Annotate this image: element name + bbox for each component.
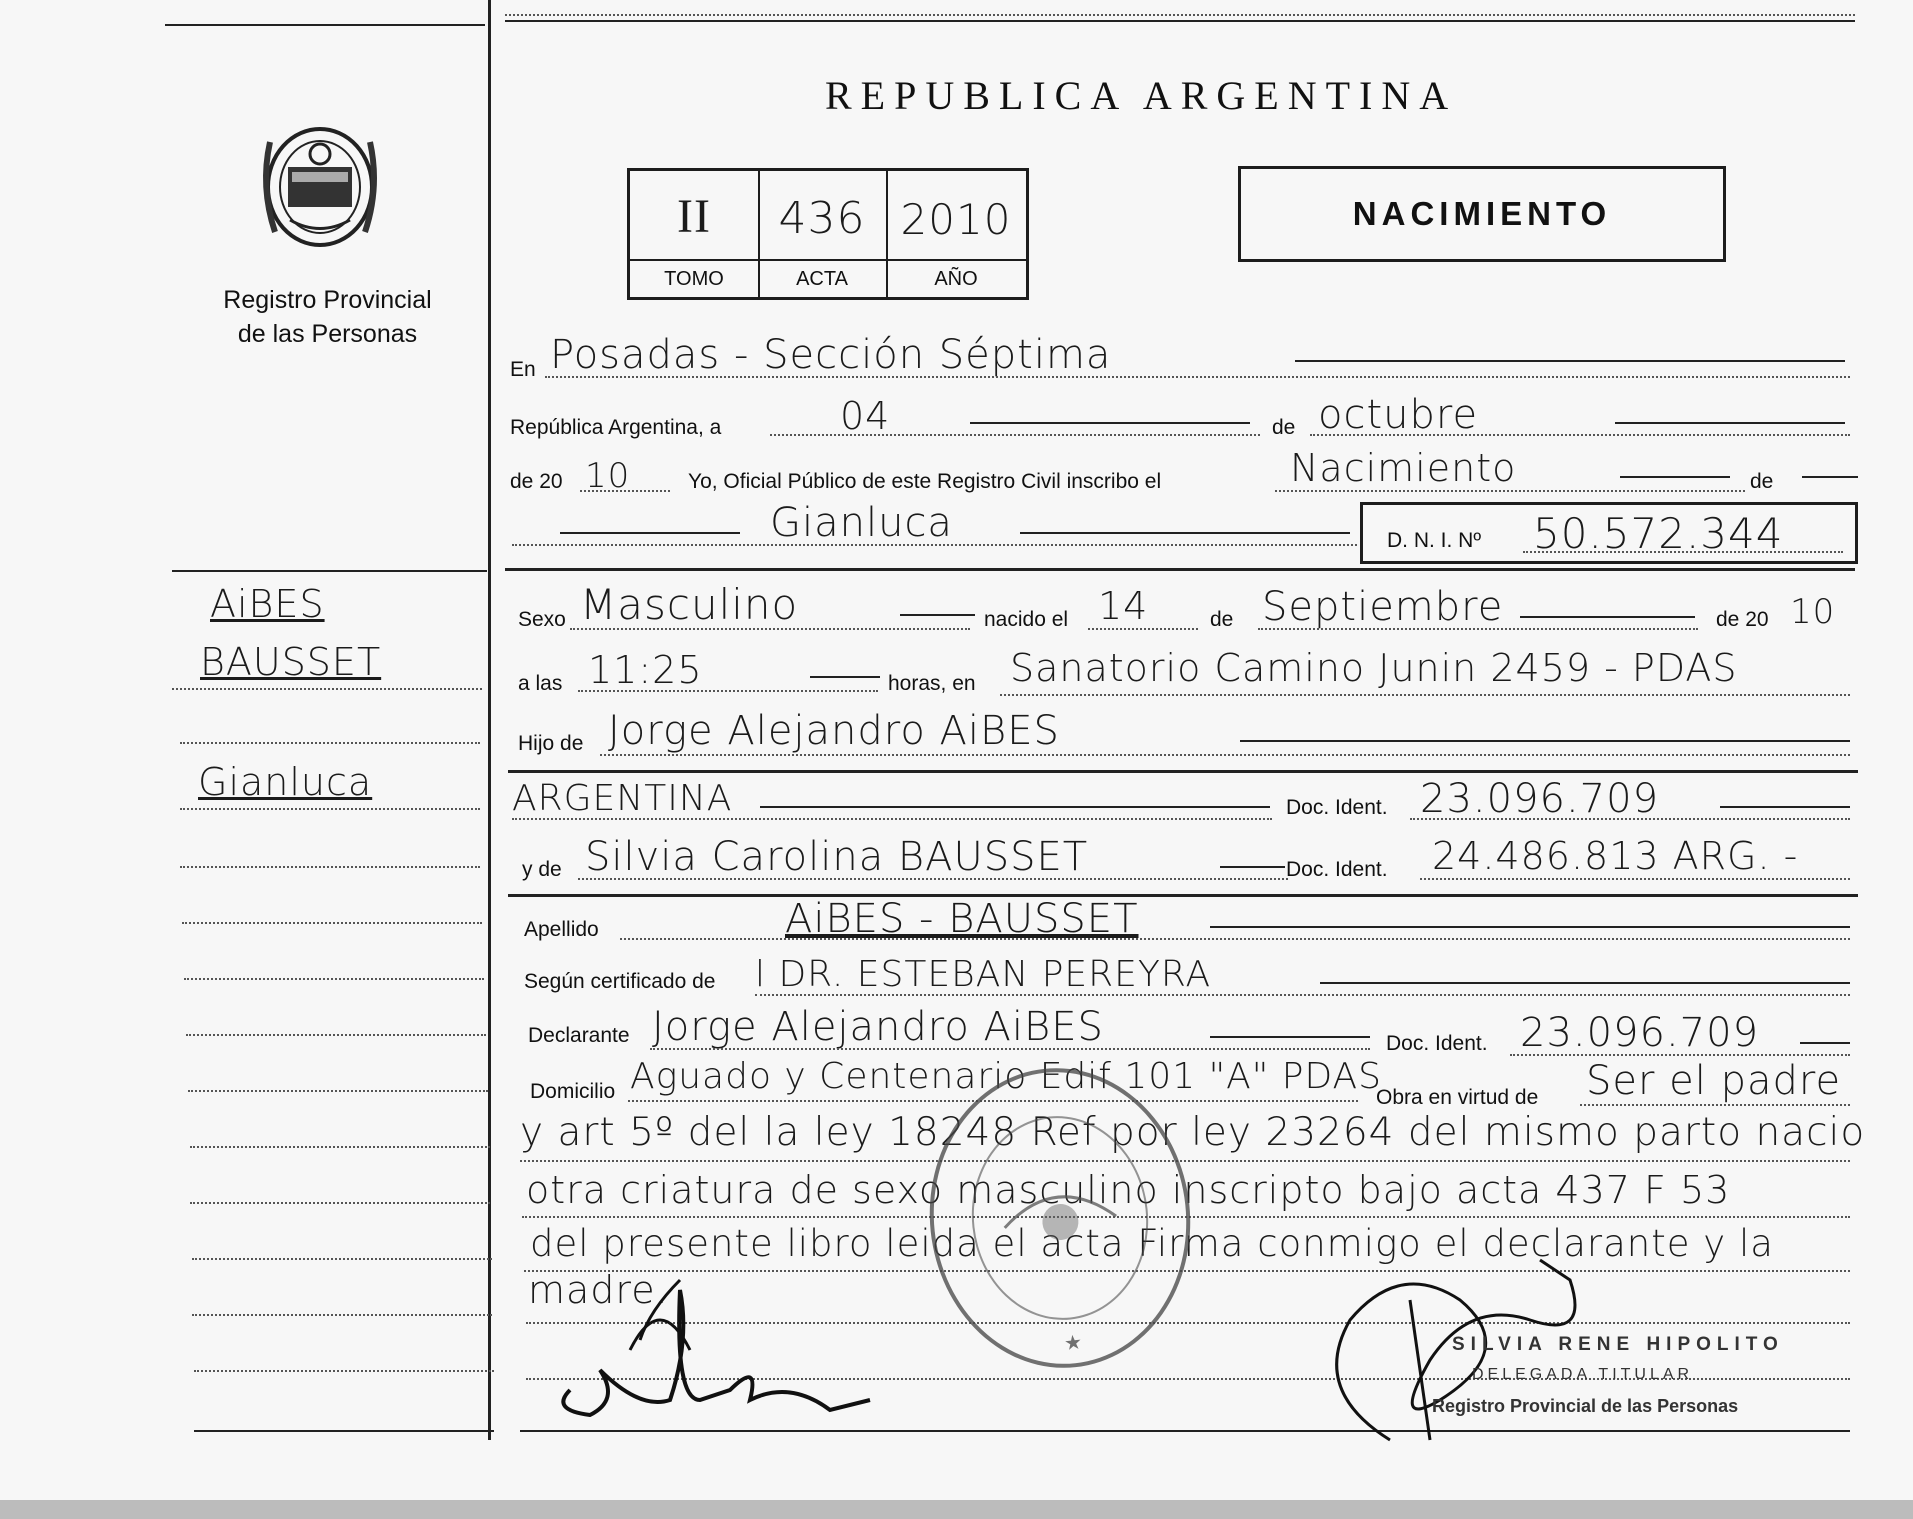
oficial-text: Yo, Oficial Público de este Registro Civil inscribo el [688,470,1162,493]
birth-year-suffix: 10 [1790,592,1836,632]
birth-month-value: Septiembre [1262,584,1504,630]
father-doc-value: 23.096.709 [1420,776,1660,822]
apellido-label: Apellido [524,918,599,941]
anio-label: AÑO [934,268,978,290]
y-de-label: y de [522,858,562,881]
a-las-label: a las [518,672,563,695]
sexo-value: Masculino [580,580,799,629]
nacido-label: nacido el [984,608,1069,631]
margin-given-name: Gianluca [198,760,373,804]
mother-doc-value: 24.486.813 ARG. - [1432,834,1799,878]
dni-value: 50.572.344 [1533,509,1784,558]
month-value: octubre [1318,392,1479,438]
official-round-stamp [915,1055,1205,1381]
province-emblem [250,112,390,262]
father-nationality: ARGENTINA [512,778,733,819]
child-name-value: Gianluca [770,500,953,546]
svg-text:★: ★ [1063,1331,1084,1356]
birth-year-prefix: de 20 [1716,608,1769,631]
note-line-4: madre. [528,1268,669,1312]
obra-value: Ser el padre [1586,1058,1842,1104]
month-de-label: de [1272,416,1296,439]
anio-value: 2010 [900,195,1012,244]
apellido-value: AiBES - BAUSSET [785,896,1139,942]
top-left-rule [165,24,485,26]
official-office: Registro Provincial de las Personas [1432,1396,1739,1416]
top-dotted-rule [505,14,1855,16]
birth-day-value: 14 [1098,584,1149,628]
official-title: DELEGADA TITULAR [1472,1366,1694,1383]
declarante-value: Jorge Alejandro AiBES [652,1004,1104,1050]
day-value: 04 [840,394,891,438]
hour-value: 11:25 [588,648,703,692]
domicilio-value: Aguado y Centenario Edif 101 "A" PDAS [630,1056,1383,1097]
dni-box [1360,502,1858,564]
column-divider [488,0,491,1440]
declarante-label: Declarante [528,1024,630,1047]
note-line-1: y art 5º del la ley 18248 Ref por ley 23264 del mismo parto nacio [520,1110,1866,1155]
domicilio-label: Domicilio [530,1080,616,1103]
note-line-2: otra criatura de sexo masculino inscripto bajo acta 437 F 53 [526,1168,1731,1212]
year-suffix: 10 [585,456,631,496]
official-name: SILVIA RENE HIPOLITO [1452,1334,1784,1355]
dni-label: D. N. I. Nº [1387,529,1482,552]
horas-label: horas, en [888,672,976,695]
record-type: NACIMIENTO [1352,195,1612,232]
acta-value: 436 [778,193,866,244]
mother-doc-label: Doc. Ident. [1286,858,1388,881]
birth-place-value: Sanatorio Camino Junin 2459 - PDAS [1010,646,1738,690]
margin-surname2: BAUSSET [200,640,382,684]
act-type-value: Nacimiento [1290,446,1517,490]
stamp-ring-icon [919,1060,1200,1377]
declarante-doc-label: Doc. Ident. [1386,1032,1488,1055]
obra-label: Obra en virtud de [1376,1086,1539,1109]
tomo-value: II [677,190,711,243]
sexo-label: Sexo [518,608,566,631]
father-doc-label: Doc. Ident. [1286,796,1388,819]
record-type-box [1238,166,1726,262]
registry-name-line2: de las Personas [237,320,418,348]
note-line-3: del presente libro leida el acta Firma conmigo el declarante y la [530,1222,1774,1265]
en-label: En [510,358,536,381]
year-prefix: de 20 [510,470,563,493]
registry-name-line1: Registro Provincial [223,286,432,314]
record-number-box [627,168,1029,300]
certificado-label: Según certificado de [524,970,716,993]
place-value: Posadas - Sección Séptima [550,332,1112,378]
father-name-value: Jorge Alejandro AiBES [608,708,1060,754]
declarante-doc-value: 23.096.709 [1520,1010,1760,1056]
country-title: REPUBLICA ARGENTINA [825,73,1458,118]
hijo-label: Hijo de [518,732,584,755]
republica-label: República Argentina, a [510,416,722,439]
tomo-label: TOMO [664,268,724,290]
certificado-value: l DR. ESTEBAN PEREYRA [755,954,1212,995]
declarant-signature-icon [530,1250,910,1440]
scan-edge [0,1500,1913,1519]
birth-de-label: de [1210,608,1234,631]
act-de-label: de [1750,470,1774,493]
margin-surname1: AiBES [210,582,325,626]
acta-label: ACTA [796,268,848,290]
emblem-icon [250,112,390,262]
top-rule [505,20,1855,22]
mother-name-value: Silvia Carolina BAUSSET [585,834,1089,880]
